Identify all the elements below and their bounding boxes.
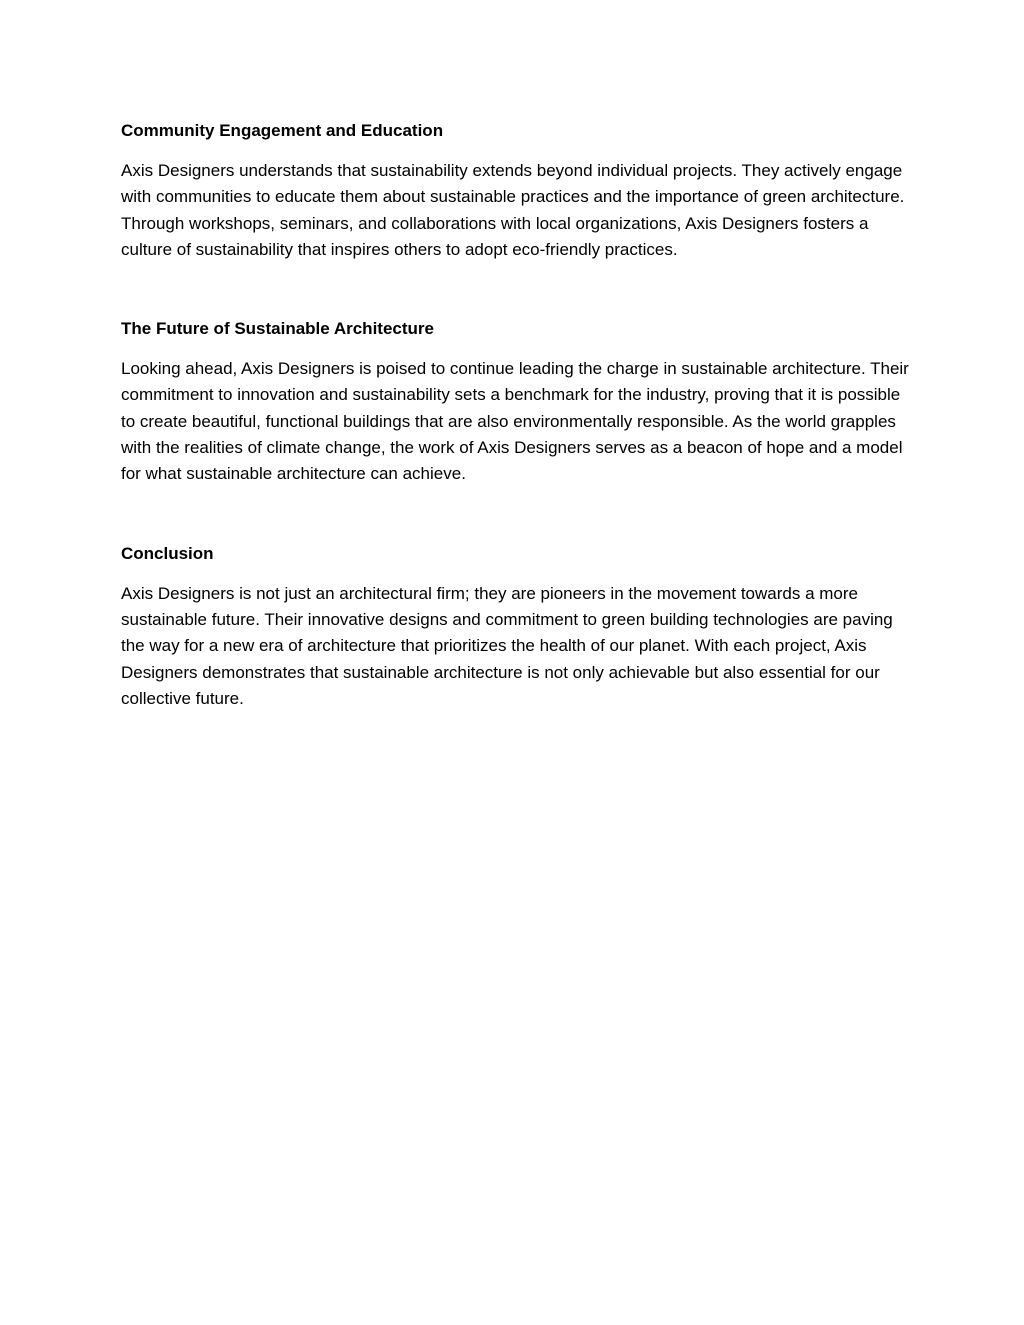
section-heading: Conclusion — [121, 543, 214, 563]
section-heading: Community Engagement and Education — [121, 121, 444, 140]
section-community-engagement — [121, 118, 911, 263]
section-paragraph: Looking ahead, Axis Designers is poised to continue leading the charge in sustainable architecture. Their commitment to innovation and sustainability sets a benchmark for the industry, proving that it is possible to create beautiful, functional buildings that are also environmentally responsible. As the world grapples with the realities of climate change, the work of Axis Designers serves as a beacon of hope and a model for what sustainable architecture can achieve. — [121, 359, 909, 484]
section-future — [121, 316, 911, 487]
section-heading: The Future of Sustainable Architecture — [121, 319, 434, 339]
document-body — [121, 118, 911, 712]
section-paragraph: Axis Designers is not just an architectural firm; they are pioneers in the movement towards a more sustainable future. Their innovative designs and commitment to green building technologies are paving the way for a new era of architecture that prioritizes the health of our planet. With each project, Axis Designers demonstrates that sustainable architecture is not only achievable but also essential for our collective future. — [121, 583, 893, 708]
section-paragraph: Axis Designers understands that sustainability extends beyond individual projects. They actively engage with communities to educate them about sustainable practices and the importance of green architecture. Through workshops, seminars, and collaborations with local organizations, Axis Designers fosters a culture of sustainability that inspires others to adopt eco-friendly practices. — [121, 161, 905, 259]
section-conclusion — [121, 541, 911, 712]
